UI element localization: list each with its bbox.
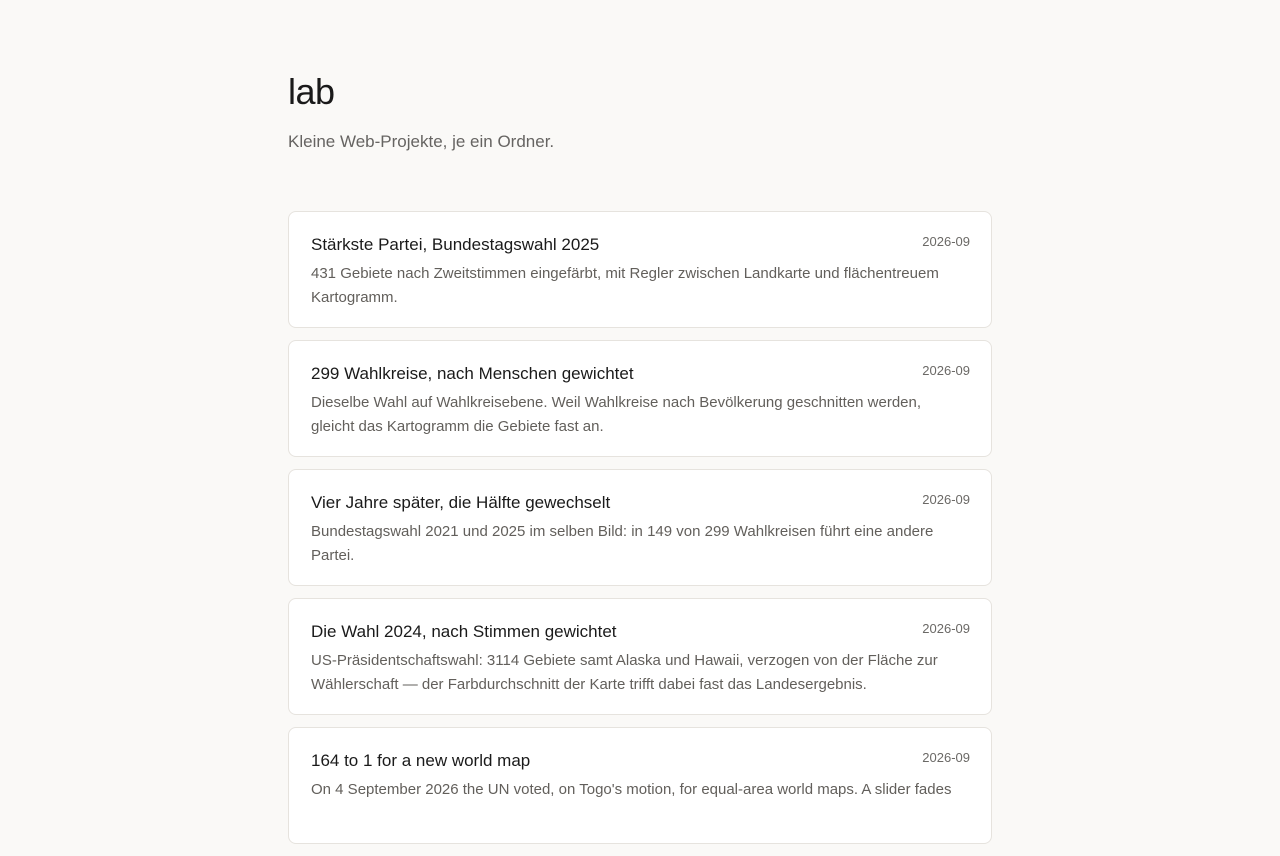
project-date: 2026-09 — [922, 621, 970, 636]
project-date: 2026-09 — [922, 363, 970, 378]
project-description: Bundestagswahl 2021 und 2025 im selben Bild: in 149 von 299 Wahlkreisen führt eine andere Partei. — [311, 523, 934, 564]
project-title: Vier Jahre später, die Hälfte gewechselt — [311, 493, 611, 512]
project-date: 2026-09 — [922, 750, 970, 765]
project-description: US-Präsidentschaftswahl: 3114 Gebiete samt Alaska und Hawaii, verzogen von der Fläche zur Wählerschaft — der Farbdurchschnitt der Karte trifft dabei fast das Landesergebnis. — [311, 652, 938, 693]
project-date: 2026-09 — [922, 492, 970, 507]
project-card[interactable] — [288, 727, 992, 844]
project-list — [288, 211, 992, 856]
project-title: 299 Wahlkreise, nach Menschen gewichtet — [311, 364, 634, 383]
project-description: On 4 September 2026 the UN voted, on Togo's motion, for equal-area world maps. A slider fades — [311, 781, 952, 798]
project-card[interactable] — [288, 469, 992, 586]
project-title: 164 to 1 for a new world map — [311, 751, 531, 770]
project-title: Stärkste Partei, Bundestagswahl 2025 — [311, 235, 600, 254]
project-card[interactable] — [288, 211, 992, 328]
project-card[interactable] — [288, 598, 992, 715]
project-card[interactable] — [288, 340, 992, 457]
project-description: 431 Gebiete nach Zweitstimmen eingefärbt, mit Regler zwischen Landkarte und flächentreuem Kartogramm. — [311, 265, 939, 306]
project-date: 2026-09 — [922, 234, 970, 249]
site-title: lab — [288, 71, 335, 112]
project-description: Dieselbe Wahl auf Wahlkreisebene. Weil Wahlkreise nach Bevölkerung geschnitten werden, gleicht das Kartogramm die Gebiete fast an. — [311, 394, 922, 435]
project-title: Die Wahl 2024, nach Stimmen gewichtet — [311, 622, 617, 641]
site-subtitle: Kleine Web-Projekte, je ein Ordner. — [288, 132, 555, 151]
